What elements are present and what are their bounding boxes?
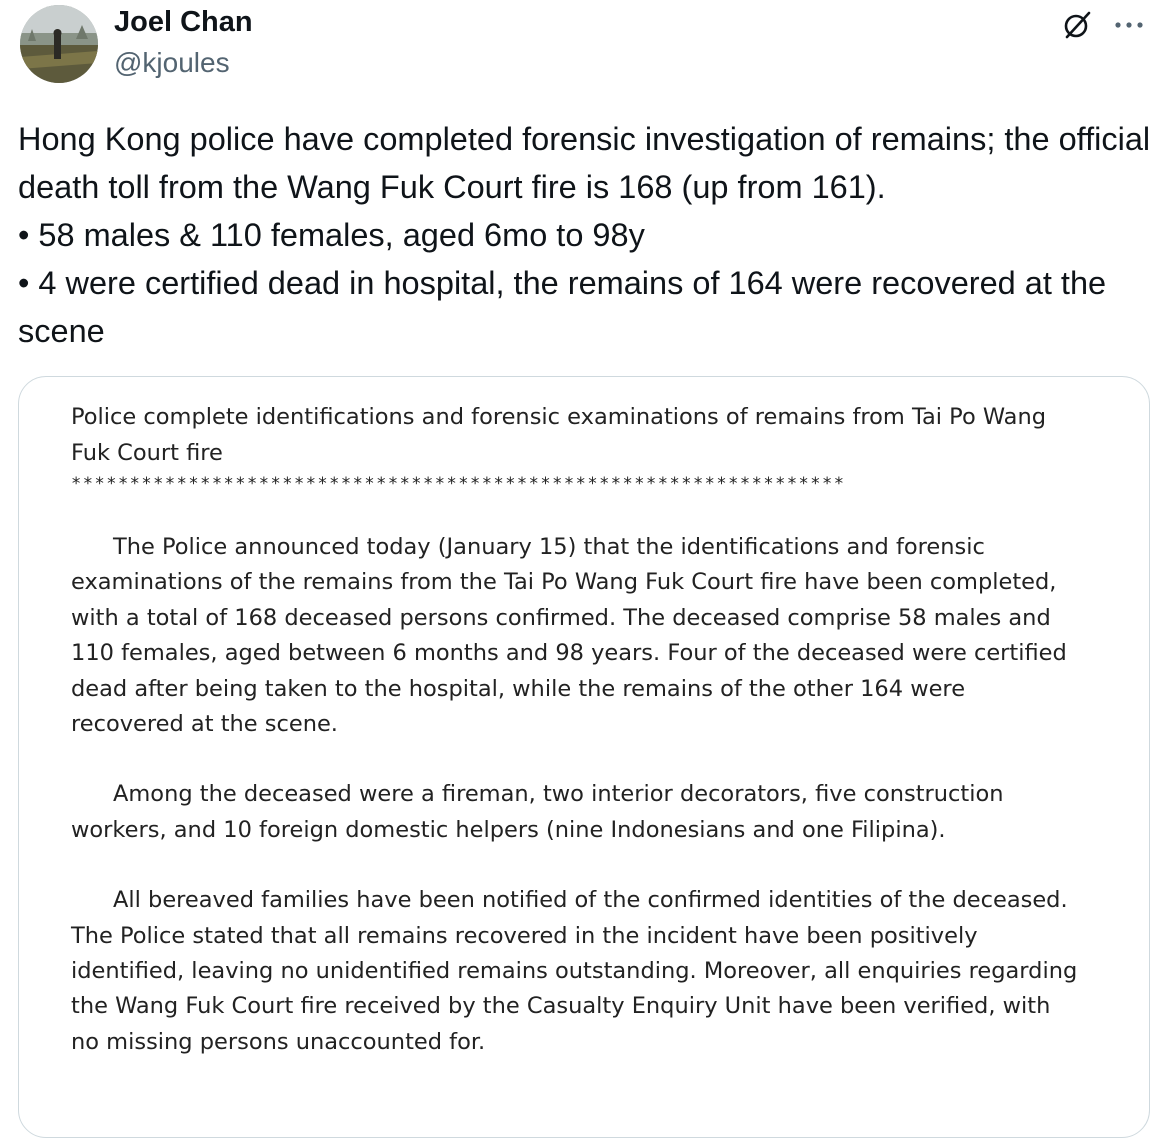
author-name[interactable]: Joel Chan [114, 6, 253, 38]
avatar-photo [20, 5, 98, 83]
avatar[interactable] [20, 5, 98, 83]
tweet-bullet: • 4 were certified dead in hospital, the remains of 164 were recovered at the scene [18, 265, 1107, 349]
press-release-paragraph: The Police announced today (January 15) that the identifications and forensic examinations of the remains from the Tai Po Wang Fuk Court fire have been completed, with a total of 168 deceased persons confirmed. The deceased comprise 58 males and 110 females, aged between 6 months and 98 years. Four of the deceased were certified dead after being taken to the hospital, while the remains of the other 164 were recovered at the scene. [71, 534, 1067, 738]
tweet-line: Hong Kong police have completed forensic investigation of remains; the official death toll from the Wang Fuk Court fire is 168 (up from 161). [18, 121, 1151, 205]
author-handle[interactable]: @kjoules [114, 47, 230, 78]
grok-icon[interactable] [1060, 8, 1094, 42]
separator: ****************************************************************** [71, 474, 846, 494]
tweet-text [18, 115, 1153, 355]
press-release-document [71, 399, 1081, 1060]
press-release-card[interactable] [18, 376, 1150, 1138]
tweet-bullet: • 58 males & 110 females, aged 6mo to 98y [18, 217, 645, 253]
press-release-paragraph: All bereaved families have been notified of the confirmed identities of the deceased. The Police stated that all remains recovered in the incident have been positively identified, leaving no unidentified remains outstanding. Moreover, all enquiries regarding the Wang Fuk Court fire received by the Casualty Enquiry Unit have been verified, with no missing persons unaccounted for. [71, 887, 1078, 1055]
press-release-title: Police complete identifications and forensic examinations of remains from Tai Po Wang Fuk Court fire [71, 404, 1047, 466]
more-options-icon[interactable] [1112, 8, 1146, 42]
press-release-paragraph: Among the deceased were a fireman, two interior decorators, five construction workers, and 10 foreign domestic helpers (nine Indonesians and one Filipina). [71, 781, 1004, 843]
